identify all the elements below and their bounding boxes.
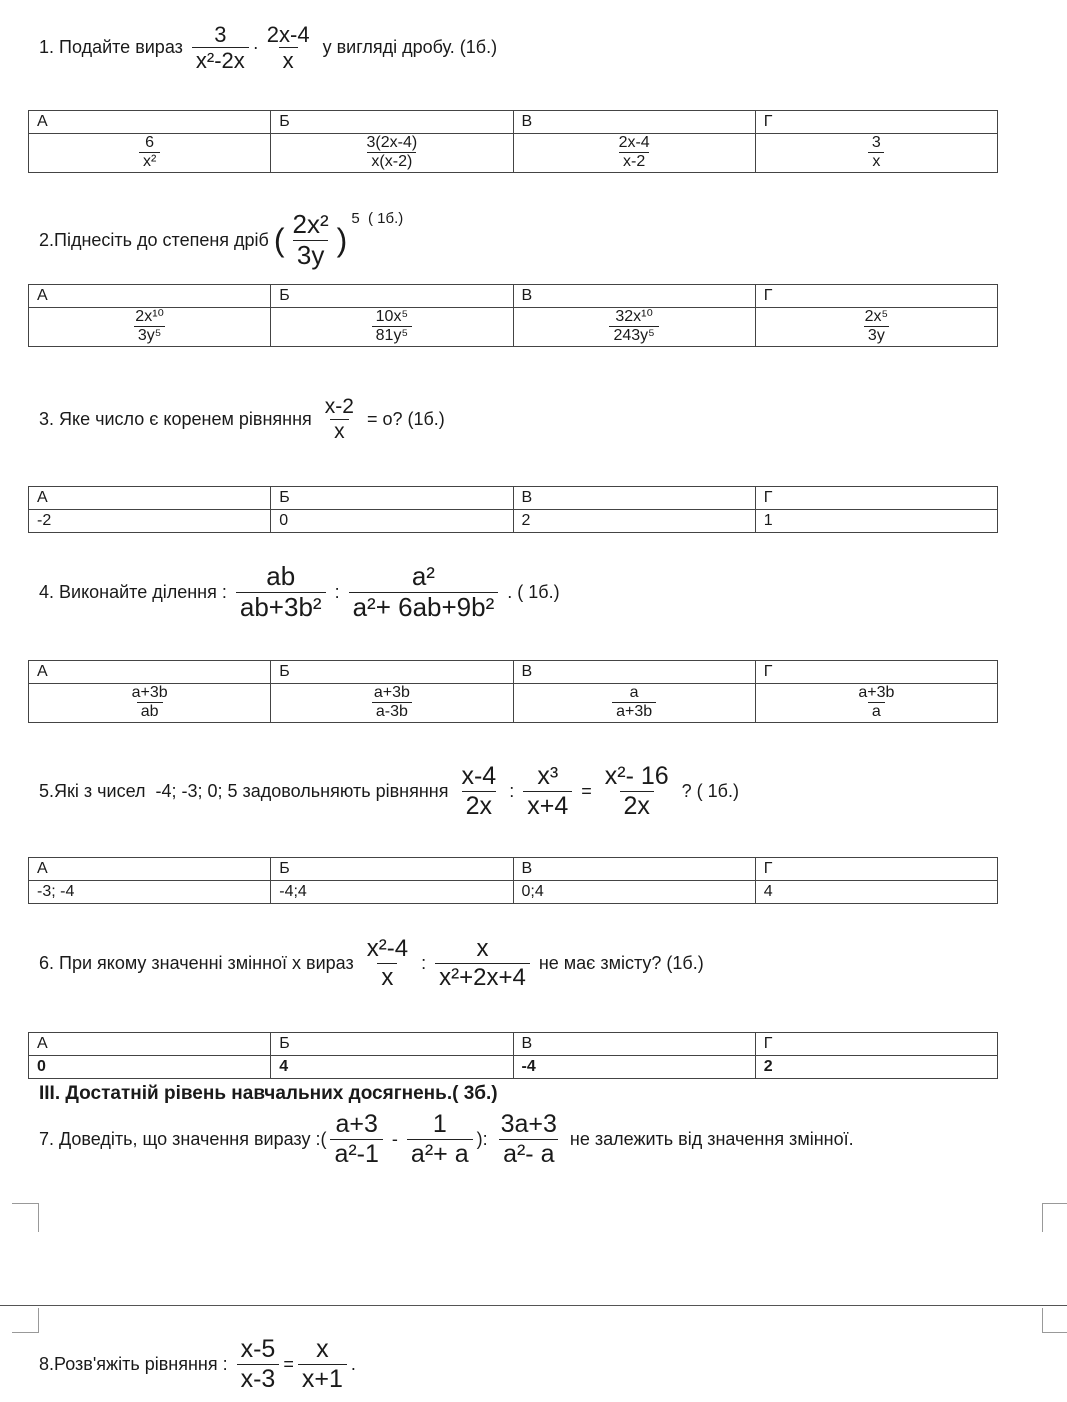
answer-cell [29,684,271,723]
question-text: не має змісту? (1б.) [533,952,704,973]
option-label: Б [271,1033,513,1056]
denominator: x+4 [523,791,572,821]
answer-table-5 [28,857,998,904]
question-text: 1. Подайте вираз [39,37,188,58]
question-text: = [283,1353,294,1374]
fraction [139,134,160,172]
question-text: : [329,581,345,602]
numerator: a+3b [373,684,410,701]
fraction [615,134,654,172]
page-corner-mark [12,1203,39,1232]
fraction [609,308,658,346]
numerator: a² [411,561,435,591]
answer-cell [271,308,513,347]
answer-cell: 1 [755,510,997,533]
answer-cell: 4 [271,1056,513,1079]
fraction [298,1335,347,1394]
denominator: x+1 [298,1364,347,1394]
fraction [192,22,249,74]
fraction [131,308,168,346]
parenthesis: ( [273,221,285,258]
fraction [363,935,412,991]
denominator: x [868,152,884,171]
denominator: 3y [864,326,889,345]
answer-cell: 0;4 [513,881,755,904]
question-3 [39,395,445,444]
fraction [601,762,673,821]
header-row [29,487,998,510]
answer-cell [513,684,755,723]
denominator: a+3b [612,702,656,721]
page-corner-mark [1042,1308,1067,1333]
question-text: 5.Які з чисел -4; -3; 0; 5 задовольняють рівняння [39,780,454,801]
denominator: ab+3b² [236,592,326,623]
exponent-and-points: 5 ( 1б.) [351,210,404,227]
numerator: 2x¹⁰ [135,308,164,325]
denominator: 2x [620,791,654,821]
question-text: : [416,952,432,973]
denominator: x-3 [237,1364,280,1394]
option-label: А [29,858,271,881]
page-corner-mark [1042,1203,1067,1232]
option-label: В [513,661,755,684]
answer-cell: 0 [29,1056,271,1079]
numerator: x-2 [324,395,354,418]
question-text: : [504,780,520,801]
fraction [321,395,358,444]
option-label: Г [755,111,997,134]
option-label: А [29,111,271,134]
fraction [868,134,885,172]
fraction [330,1110,382,1169]
option-label: А [29,487,271,510]
header-row [29,661,998,684]
numerator: 2x-4 [266,22,310,47]
question-text: . ( 1б.) [502,581,560,602]
numerator: 2x⁵ [864,308,889,325]
question-text: = о? (1б.) [361,409,445,430]
fraction [861,308,893,346]
fraction [289,210,333,271]
header-row [29,111,998,134]
option-label: А [29,661,271,684]
denominator: 2x [462,791,496,821]
answer-cell [271,684,513,723]
denominator: 3y⁵ [134,326,166,345]
question-4 [39,562,560,623]
answer-cell [513,308,755,347]
answer-cell [271,134,513,173]
answer-table-4 [28,660,998,723]
option-label: А [29,285,271,308]
numerator: 3(2x-4) [366,134,418,151]
denominator: a²+ a [407,1139,473,1169]
option-label: Г [755,1033,997,1056]
question-text: · [252,37,259,58]
question-text: = [576,780,597,801]
option-label: Г [755,661,997,684]
question-text: 6. При якому значенні змінної х вираз [39,952,359,973]
header-row [29,285,998,308]
denominator: a²-1 [330,1139,382,1169]
answer-row [29,510,998,533]
question-8 [39,1335,356,1394]
question-text: не залежить від значення змінної. [564,1128,854,1149]
answer-cell [755,684,997,723]
fraction [457,762,500,821]
question-text: 8.Розв'яжіть рівняння : [39,1353,233,1374]
answer-row [29,684,998,723]
answer-cell: 4 [755,881,997,904]
fraction [370,684,414,722]
answer-row [29,308,998,347]
option-label: В [513,1033,755,1056]
answer-cell [755,134,997,173]
numerator: x³ [537,762,559,790]
numerator: 32x¹⁰ [615,308,653,325]
numerator: x²-4 [366,935,409,962]
question-text: . [350,1353,356,1374]
option-label: В [513,858,755,881]
option-label: Г [755,285,997,308]
answer-cell [755,308,997,347]
numerator: x-5 [240,1335,276,1363]
question-5 [39,762,739,821]
fraction [854,684,898,722]
fraction [128,684,172,722]
answer-cell [29,308,271,347]
numerator: 2x² [292,209,329,239]
denominator: 3y [293,240,328,271]
denominator: x²-2x [192,47,249,73]
numerator: 6 [145,134,155,151]
answer-row [29,134,998,173]
option-label: А [29,1033,271,1056]
answer-cell: 0 [271,510,513,533]
question-text: ? ( 1б.) [676,780,739,801]
option-label: Г [755,858,997,881]
numerator: x [316,1335,329,1363]
option-label: В [513,111,755,134]
option-label: В [513,487,755,510]
numerator: a [629,684,639,701]
denominator: x [279,47,298,73]
denominator: a²+ 6ab+9b² [349,592,499,623]
denominator: x-2 [619,152,649,171]
numerator: 3 [871,134,881,151]
denominator: x(x-2) [367,152,416,171]
option-label: Б [271,111,513,134]
answer-row [29,1056,998,1079]
answer-table-6 [28,1032,998,1079]
answer-cell: 2 [755,1056,997,1079]
page-break-line [0,1305,1067,1306]
fraction [236,562,326,623]
parenthesis: ) [336,221,348,258]
numerator: ab [266,561,296,591]
denominator: x² [139,152,160,171]
header-row [29,858,998,881]
option-label: Б [271,858,513,881]
question-1 [39,22,497,74]
fraction [263,22,314,74]
denominator: ab [137,702,163,721]
denominator: x [330,419,349,444]
option-label: Б [271,487,513,510]
fraction [372,308,412,346]
fraction [237,1335,280,1394]
answer-cell [29,134,271,173]
numerator: 10x⁵ [375,308,409,325]
fraction [612,684,656,722]
fraction [523,762,572,821]
denominator: a²- a [499,1139,558,1169]
page-corner-mark [12,1308,39,1333]
answer-table-3 [28,486,998,533]
question-text: 7. Доведіть, що значення виразу :( [39,1128,327,1149]
question-text: у вигляді дробу. (1б.) [317,37,498,58]
question-text: - [386,1128,403,1149]
numerator: x-4 [461,762,497,790]
answer-cell: -4 [513,1056,755,1079]
denominator: x [377,963,397,992]
answer-cell [513,134,755,173]
question-text: ): [476,1128,493,1149]
option-label: Г [755,487,997,510]
answer-cell: -4;4 [271,881,513,904]
numerator: 3 [214,22,227,47]
answer-row [29,881,998,904]
numerator: x²- 16 [604,762,669,790]
answer-cell: -2 [29,510,271,533]
question-7 [39,1110,854,1169]
fraction [435,935,530,991]
denominator: a-3b [372,702,412,721]
numerator: x [476,935,489,962]
answer-table-2 [28,284,998,347]
question-text: 4. Виконайте ділення : [39,581,232,602]
question-text: 3. Яке число є коренем рівняння [39,409,317,430]
answer-cell: -3; -4 [29,881,271,904]
denominator: 81y⁵ [372,326,412,345]
denominator: x²+2x+4 [435,963,530,992]
question-text: 2.Піднесіть до степеня дріб [39,229,274,250]
option-label: В [513,285,755,308]
numerator: 2x-4 [618,134,650,151]
fraction [349,562,499,623]
option-label: Б [271,661,513,684]
numerator: 3a+3 [500,1110,557,1138]
numerator: a+3b [858,684,895,701]
numerator: a+3 [335,1110,378,1138]
numerator: 1 [432,1110,447,1138]
denominator: 243y⁵ [609,326,658,345]
denominator: a [868,702,885,721]
fraction [497,1110,561,1169]
fraction [363,134,422,172]
option-label: Б [271,285,513,308]
fraction [407,1110,473,1169]
question-2 [39,210,403,271]
header-row [29,1033,998,1056]
question-6 [39,935,704,991]
answer-cell: 2 [513,510,755,533]
numerator: a+3b [131,684,168,701]
section-heading: ІІІ. Достатній рівень навчальних досягнень.( 3б.) [39,1083,498,1104]
answer-table-1 [28,110,998,173]
